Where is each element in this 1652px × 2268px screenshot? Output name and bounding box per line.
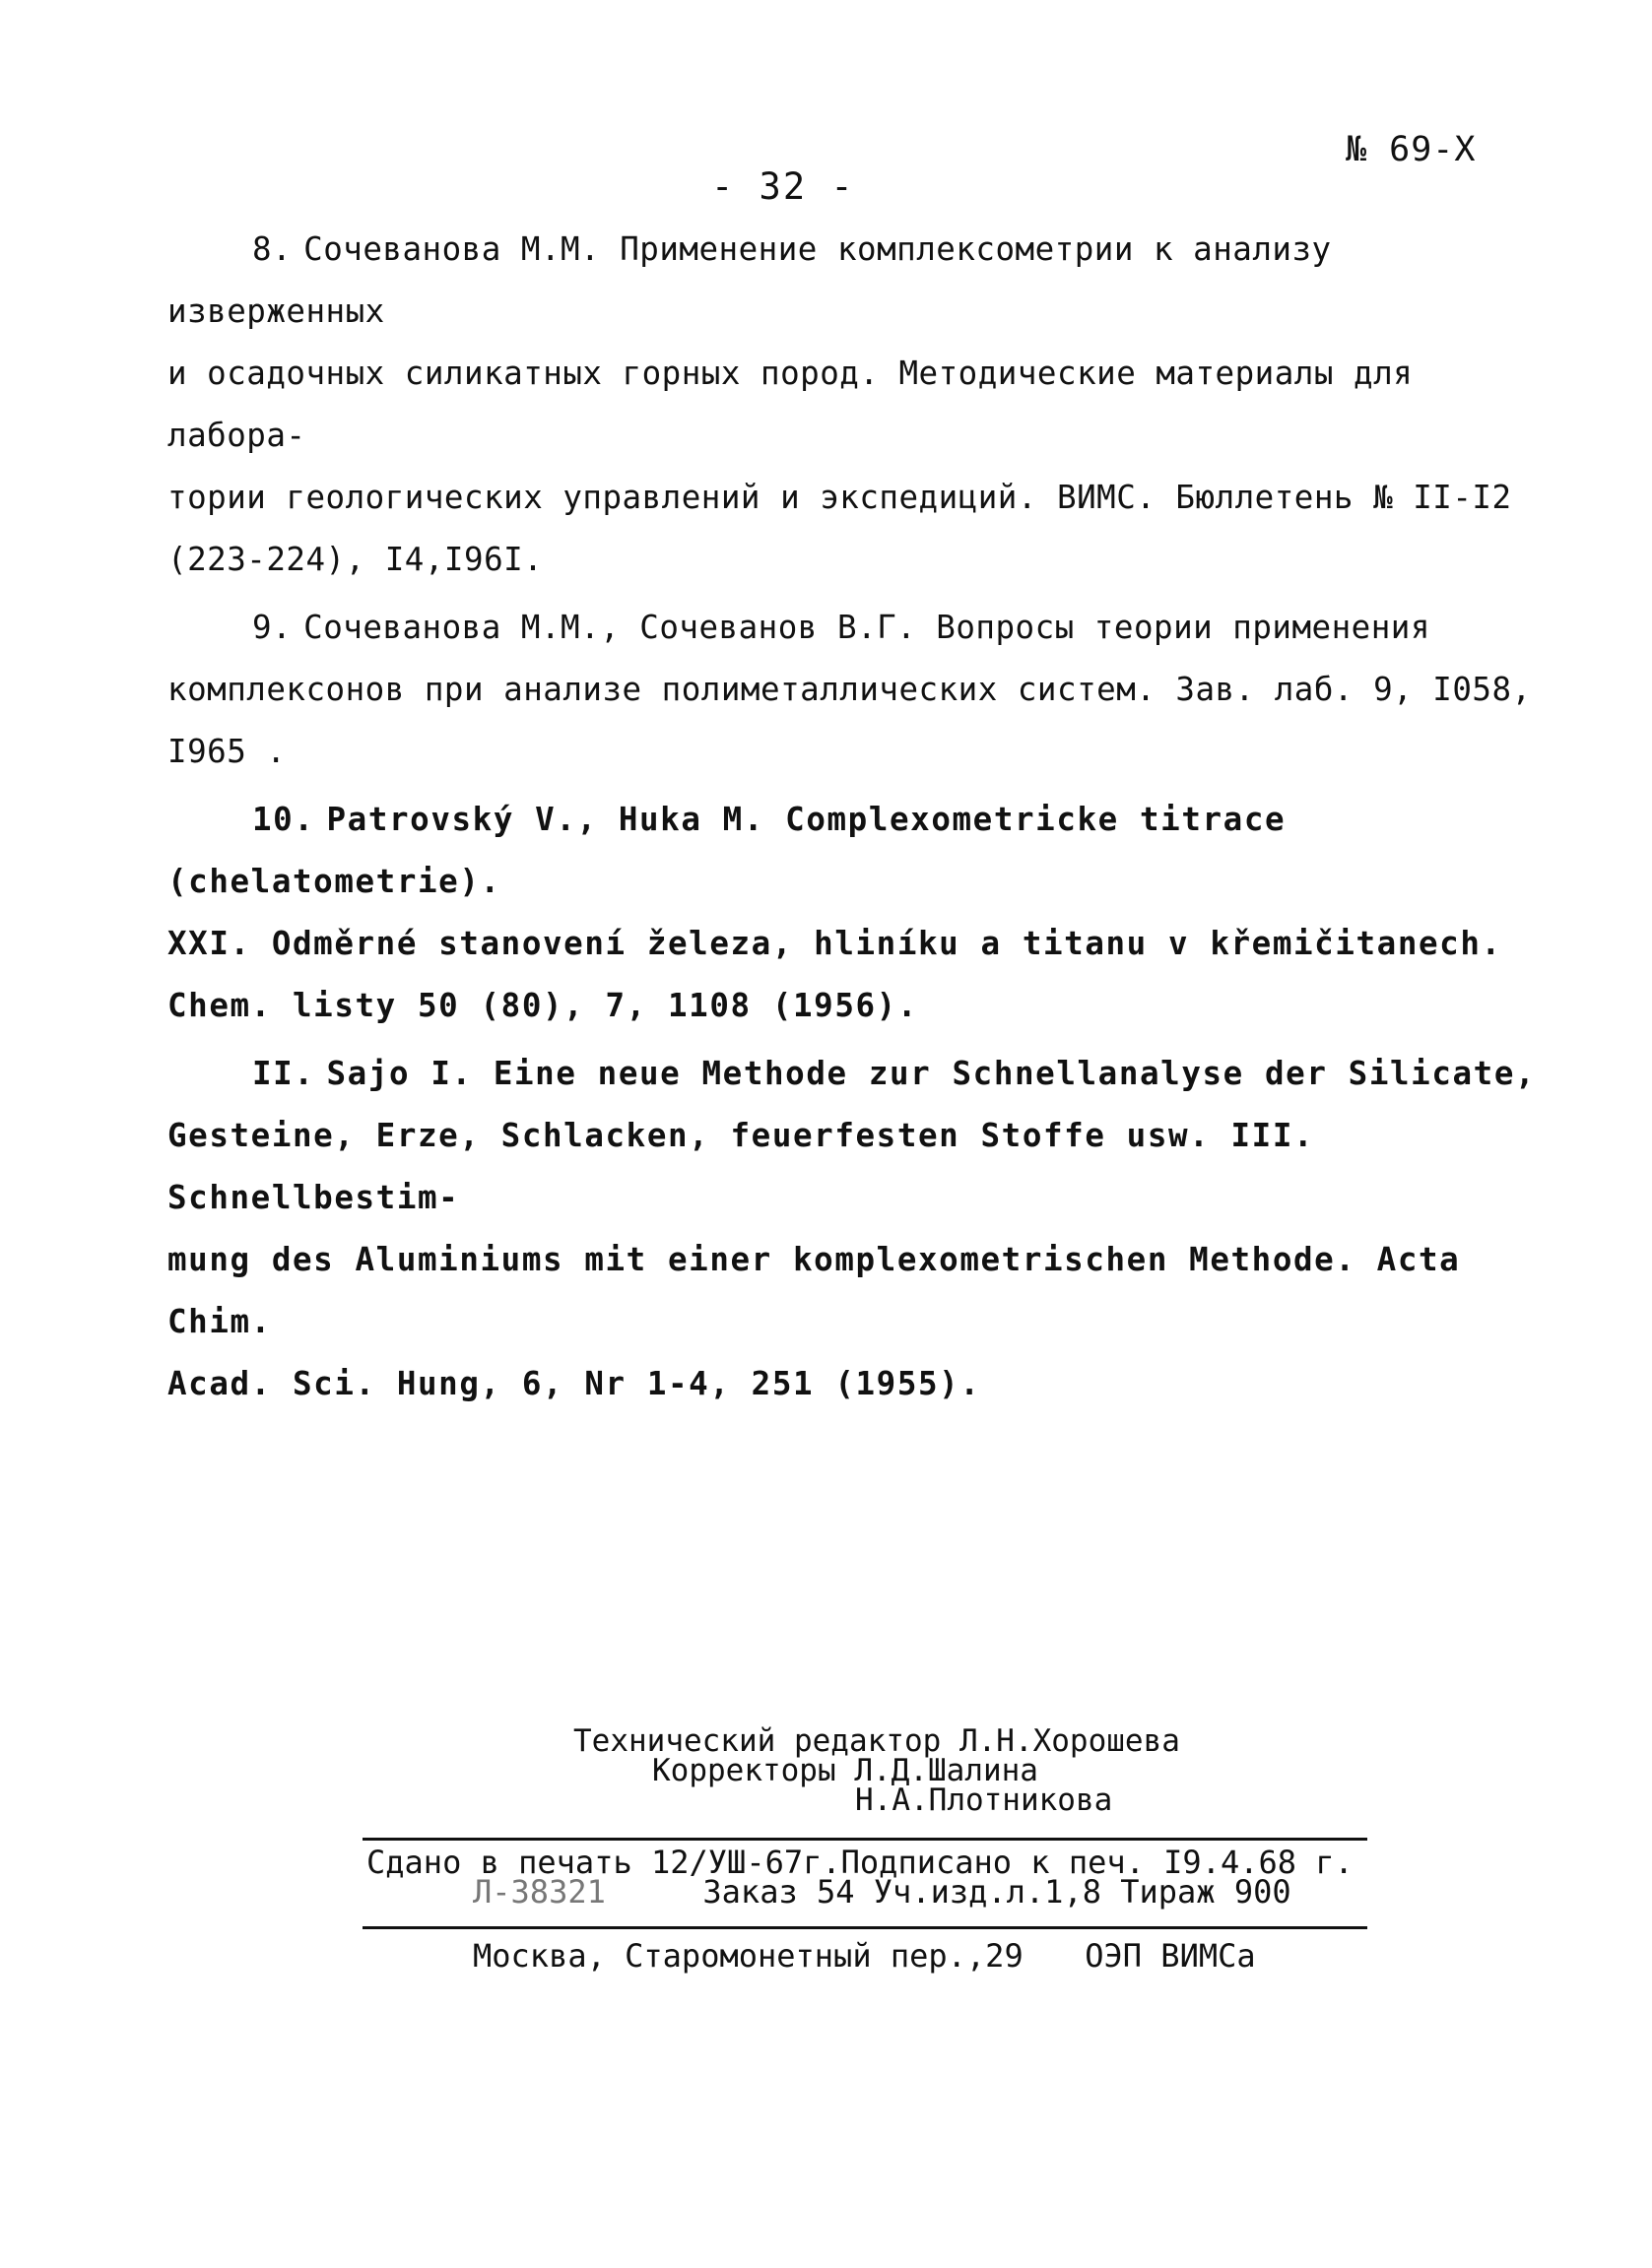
reference-line: mung des Aluminiums mit einer komplexometrischen Methode. Acta Chim. <box>167 1241 1461 1340</box>
reference-item-9 <box>167 597 1547 783</box>
order-number: Заказ 54 <box>702 1873 855 1911</box>
reference-line: XXI. Odměrné stanovení železa, hliníku a titanu v křemičitanech. <box>167 925 1502 962</box>
reference-number: 9. <box>252 609 293 646</box>
reference-line: (223-224), I4,I96I. <box>167 541 544 578</box>
bottom-rule <box>363 1926 1367 1929</box>
reference-line: Acad. Sci. Hung, 6, Nr 1-4, 251 (1955). <box>167 1365 981 1402</box>
printer-address: Москва, Старомонетный пер.,29 <box>473 1937 1024 1975</box>
reference-item-8 <box>167 219 1547 591</box>
reference-line: I965 . <box>167 733 287 770</box>
reference-list <box>167 219 1547 1415</box>
reference-number: 8. <box>252 230 293 268</box>
print-run: Тираж 900 <box>1120 1873 1291 1911</box>
printer-name: ОЭП ВИМСа <box>1085 1937 1256 1975</box>
reference-number: II. <box>252 1055 315 1092</box>
publication-sheets: Уч.изд.л.1,8 <box>873 1873 1101 1911</box>
reference-item-11 <box>167 1043 1547 1415</box>
order-line <box>473 1873 1291 1911</box>
signed-text: Подписано к печ. I9.4.68 г. <box>840 1844 1354 1881</box>
reference-line: и осадочных силикатных горных пород. Методические материалы для лабора- <box>167 355 1414 454</box>
reference-line: Chem. listy 50 (80), 7, 1108 (1956). <box>167 987 918 1024</box>
reference-line: комплексонов при анализе полиметаллических систем. Зав. лаб. 9, I058, <box>167 671 1532 708</box>
reference-line: 10. Patrovský V., Huka M. Complexometricke titrace (chelatometrie). <box>167 801 1287 900</box>
correctors-label: Корректоры <box>652 1753 836 1788</box>
document-number: № 69-Х <box>1346 130 1477 169</box>
reference-item-10 <box>167 789 1547 1037</box>
reference-line: 8. Сочеванова М.М. Применение комплексометрии к анализу изверженных <box>167 230 1332 330</box>
submitted-text: Сдано в печать 12/УШ-67г. <box>366 1844 841 1881</box>
tech-editor-name: Л.Н.Хорошева <box>958 1723 1180 1759</box>
reference-line: Gesteine, Erze, Schlacken, feuerfesten Stoffe usw. III. Schnellbestim- <box>167 1117 1315 1216</box>
corrector-2-line <box>855 1784 1112 1817</box>
reference-number: 10. <box>252 801 315 838</box>
reference-line: II. Sajo I. Eine neue Methode zur Schnellanalyse der Silicate, <box>252 1055 1537 1092</box>
top-rule <box>363 1838 1367 1841</box>
reference-line: 9. Сочеванова М.М., Сочеванов В.Г. Вопросы теории применения <box>252 609 1430 646</box>
corrector-2-name: Н.А.Плотникова <box>855 1782 1113 1818</box>
page-number: - 32 - <box>711 165 855 208</box>
print-code: Л-38321 <box>473 1873 606 1911</box>
reference-line: тории геологических управлений и экспедиций. ВИМС. Бюллетень № II-I2 <box>167 479 1512 516</box>
corrector-1-name: Л.Д.Шалина <box>854 1753 1038 1788</box>
tech-editor-label: Технический редактор <box>573 1723 942 1759</box>
address-line <box>473 1937 1256 1975</box>
